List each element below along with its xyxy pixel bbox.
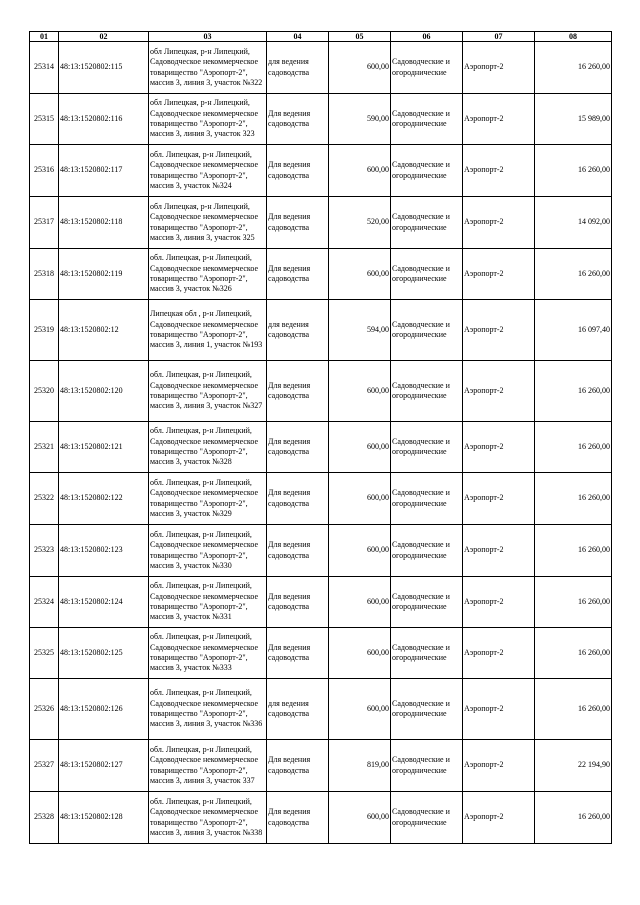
permitted-use-text: для ведения садоводства	[268, 319, 310, 339]
cadastral-value-text: 14 092,00	[578, 217, 610, 227]
cell-area	[329, 42, 391, 94]
cell-row-number	[30, 422, 59, 473]
cell-zone-name	[463, 197, 535, 249]
cell-permitted-use	[267, 300, 329, 361]
cell-cadastral-number	[59, 145, 149, 197]
address-text: обл Липецкая, р-н Липецкий, Садоводческое некоммерческое товарищество "Аэропорт-2", массив 3, линия 3, участок 323	[150, 98, 259, 139]
address-text: обл. Липецкая, р-н Липецкий, Садоводческое некоммерческое товарищество "Аэропорт-2", массив 3, линия 3, участок 337	[150, 744, 259, 785]
cadastral-value-text: 16 260,00	[578, 647, 610, 657]
cell-cadastral-number	[59, 473, 149, 525]
cell-cadastral-value	[535, 300, 612, 361]
address-text: обл. Липецкая, р-н Липецкий, Садоводческое некоммерческое товарищество "Аэропорт-2", массив 3, участок №329	[150, 477, 259, 518]
cadastral-value-text: 16 260,00	[578, 441, 610, 451]
zone-name-text: Аэропорт-2	[464, 113, 504, 123]
land-category-text: Садоводческие и огороднические	[392, 807, 450, 827]
cell-zone-name	[463, 145, 535, 197]
table-row	[30, 628, 612, 679]
cell-permitted-use	[267, 679, 329, 740]
address-text: обл. Липецкая, р-н Липецкий, Садоводческое некоммерческое товарищество "Аэропорт-2", массив 3, участок №330	[150, 529, 259, 570]
cell-row-number	[30, 197, 59, 249]
cadastral-number-text: 48:13:1520802:118	[60, 217, 123, 227]
row-number-text: 25326	[34, 703, 54, 713]
cell-area	[329, 422, 391, 473]
cell-zone-name	[463, 679, 535, 740]
table-row	[30, 792, 612, 844]
row-number-text: 25316	[34, 165, 54, 175]
area-text: 600,00	[367, 441, 389, 451]
table-row	[30, 740, 612, 792]
header-col-02: 02	[59, 32, 149, 42]
row-number-text: 25319	[34, 324, 54, 334]
cell-permitted-use	[267, 525, 329, 577]
cell-row-number	[30, 42, 59, 94]
land-category-text: Садоводческие и огороднические	[392, 488, 450, 508]
address-text: обл. Липецкая, р-н Липецкий, Садоводческое некоммерческое товарищество "Аэропорт-2", массив 3, участок №331	[150, 581, 259, 622]
cell-zone-name	[463, 792, 535, 844]
cell-cadastral-number	[59, 300, 149, 361]
cell-row-number	[30, 679, 59, 740]
table-row	[30, 42, 612, 94]
cell-area	[329, 525, 391, 577]
cell-address	[149, 525, 267, 577]
row-number-text: 25325	[34, 647, 54, 657]
cadastral-value-text: 16 260,00	[578, 596, 610, 606]
cell-cadastral-number	[59, 94, 149, 145]
row-number-text: 25324	[34, 596, 54, 606]
cell-permitted-use	[267, 473, 329, 525]
header-col-08: 08	[535, 32, 612, 42]
cell-address	[149, 361, 267, 422]
area-text: 600,00	[367, 703, 389, 713]
cell-land-category	[391, 145, 463, 197]
row-number-text: 25327	[34, 760, 54, 770]
cell-row-number	[30, 94, 59, 145]
permitted-use-text: Для ведения садоводства	[268, 263, 311, 283]
cell-cadastral-number	[59, 197, 149, 249]
row-number-text: 25315	[34, 113, 54, 123]
zone-name-text: Аэропорт-2	[464, 545, 504, 555]
cell-permitted-use	[267, 197, 329, 249]
permitted-use-text: для ведения садоводства	[268, 57, 310, 77]
cell-land-category	[391, 197, 463, 249]
permitted-use-text: Для ведения садоводства	[268, 380, 311, 400]
cell-cadastral-value	[535, 628, 612, 679]
cadastral-value-text: 16 260,00	[578, 703, 610, 713]
cell-land-category	[391, 42, 463, 94]
zone-name-text: Аэропорт-2	[464, 812, 504, 822]
cell-cadastral-number	[59, 679, 149, 740]
header-col-07: 07	[463, 32, 535, 42]
cell-cadastral-number	[59, 249, 149, 300]
table-row	[30, 577, 612, 628]
header-col-01: 01	[30, 32, 59, 42]
cell-zone-name	[463, 42, 535, 94]
permitted-use-text: Для ведения садоводства	[268, 108, 311, 128]
cadastral-value-text: 16 260,00	[578, 165, 610, 175]
permitted-use-text: Для ведения садоводства	[268, 160, 311, 180]
cell-row-number	[30, 361, 59, 422]
cell-row-number	[30, 473, 59, 525]
cell-cadastral-value	[535, 361, 612, 422]
table-row	[30, 94, 612, 145]
permitted-use-text: Для ведения садоводства	[268, 591, 311, 611]
cell-cadastral-value	[535, 792, 612, 844]
cell-zone-name	[463, 525, 535, 577]
header-col-04: 04	[267, 32, 329, 42]
cell-address	[149, 197, 267, 249]
area-text: 520,00	[367, 217, 389, 227]
permitted-use-text: Для ведения садоводства	[268, 212, 311, 232]
cell-land-category	[391, 679, 463, 740]
zone-name-text: Аэропорт-2	[464, 62, 504, 72]
cell-row-number	[30, 577, 59, 628]
cell-area	[329, 94, 391, 145]
cell-cadastral-value	[535, 740, 612, 792]
cadastral-number-text: 48:13:1520802:122	[60, 493, 123, 503]
cell-area	[329, 740, 391, 792]
cell-land-category	[391, 577, 463, 628]
area-text: 600,00	[367, 385, 389, 395]
cadastral-value-text: 22 194,90	[578, 760, 610, 770]
cell-permitted-use	[267, 145, 329, 197]
cadastral-value-text: 16 260,00	[578, 268, 610, 278]
address-text: обл. Липецкая, р-н Липецкий, Садоводческое некоммерческое товарищество "Аэропорт-2", массив 3, участок №328	[150, 426, 259, 467]
header-col-05: 05	[329, 32, 391, 42]
header-col-03: 03	[149, 32, 267, 42]
cell-zone-name	[463, 300, 535, 361]
land-category-text: Садоводческие и огороднические	[392, 591, 450, 611]
cell-land-category	[391, 249, 463, 300]
address-text: обл. Липецкая, р-н Липецкий, Садоводческое некоммерческое товарищество "Аэропорт-2", массив 3, участок №324	[150, 149, 259, 190]
cell-cadastral-value	[535, 577, 612, 628]
land-category-text: Садоводческие и огороднические	[392, 108, 450, 128]
land-category-text: Садоводческие и огороднические	[392, 642, 450, 662]
cell-land-category	[391, 792, 463, 844]
cell-cadastral-number	[59, 792, 149, 844]
land-category-text: Садоводческие и огороднические	[392, 212, 450, 232]
cell-permitted-use	[267, 42, 329, 94]
area-text: 600,00	[367, 812, 389, 822]
address-text: обл. Липецкая, р-н Липецкий, Садоводческое некоммерческое товарищество "Аэропорт-2", массив 3, линия 3, участок №338	[150, 796, 263, 837]
cell-area	[329, 145, 391, 197]
cadastral-number-text: 48:13:1520802:115	[60, 62, 123, 72]
cell-row-number	[30, 145, 59, 197]
cell-land-category	[391, 740, 463, 792]
permitted-use-text: Для ведения садоводства	[268, 642, 311, 662]
cell-zone-name	[463, 628, 535, 679]
area-text: 600,00	[367, 545, 389, 555]
table-row	[30, 525, 612, 577]
cell-area	[329, 628, 391, 679]
cell-area	[329, 577, 391, 628]
cell-address	[149, 300, 267, 361]
row-number-text: 25314	[34, 62, 54, 72]
land-category-text: Садоводческие и огороднические	[392, 263, 450, 283]
cadastral-number-text: 48:13:1520802:116	[60, 113, 123, 123]
permitted-use-text: для ведения садоводства	[268, 698, 310, 718]
permitted-use-text: Для ведения садоводства	[268, 488, 311, 508]
cell-area	[329, 679, 391, 740]
cell-permitted-use	[267, 249, 329, 300]
cell-zone-name	[463, 422, 535, 473]
zone-name-text: Аэропорт-2	[464, 165, 504, 175]
zone-name-text: Аэропорт-2	[464, 385, 504, 395]
area-text: 600,00	[367, 596, 389, 606]
area-text: 819,00	[367, 760, 389, 770]
cell-land-category	[391, 94, 463, 145]
row-number-text: 25328	[34, 812, 54, 822]
permitted-use-text: Для ведения садоводства	[268, 807, 311, 827]
cell-cadastral-number	[59, 628, 149, 679]
cell-permitted-use	[267, 628, 329, 679]
cell-cadastral-value	[535, 249, 612, 300]
cadastral-number-text: 48:13:1520802:125	[60, 647, 123, 657]
cell-cadastral-value	[535, 197, 612, 249]
cell-cadastral-number	[59, 422, 149, 473]
cell-cadastral-value	[535, 145, 612, 197]
address-text: Липецкая обл , р-н Липецкий, Садоводческое некоммерческое товарищество "Аэропорт-2", массив 3, линия 1, участок №193	[150, 309, 263, 350]
row-number-text: 25322	[34, 493, 54, 503]
zone-name-text: Аэропорт-2	[464, 217, 504, 227]
cell-row-number	[30, 525, 59, 577]
zone-name-text: Аэропорт-2	[464, 647, 504, 657]
cell-area	[329, 249, 391, 300]
address-text: обл. Липецкая, р-н Липецкий, Садоводческое некоммерческое товарищество "Аэропорт-2", массив 3, линия 3, участок №327	[150, 370, 263, 411]
land-category-text: Садоводческие и огороднические	[392, 540, 450, 560]
cell-land-category	[391, 628, 463, 679]
cell-cadastral-value	[535, 42, 612, 94]
cell-row-number	[30, 628, 59, 679]
cell-address	[149, 577, 267, 628]
table-row	[30, 197, 612, 249]
row-number-text: 25320	[34, 385, 54, 395]
area-text: 594,00	[367, 324, 389, 334]
cadastral-number-text: 48:13:1520802:123	[60, 545, 123, 555]
cadastral-number-text: 48:13:1520802:117	[60, 165, 123, 175]
table-row	[30, 473, 612, 525]
zone-name-text: Аэропорт-2	[464, 703, 504, 713]
cadastral-number-text: 48:13:1520802:121	[60, 441, 123, 451]
table-row	[30, 300, 612, 361]
cell-row-number	[30, 249, 59, 300]
cadastral-value-table	[29, 31, 612, 844]
area-text: 600,00	[367, 62, 389, 72]
permitted-use-text: Для ведения садоводства	[268, 540, 311, 560]
cell-land-category	[391, 422, 463, 473]
land-category-text: Садоводческие и огороднические	[392, 436, 450, 456]
permitted-use-text: Для ведения садоводства	[268, 436, 311, 456]
cell-cadastral-number	[59, 42, 149, 94]
address-text: обл. Липецкая, р-н Липецкий, Садоводческое некоммерческое товарищество "Аэропорт-2", массив 3, участок №326	[150, 253, 259, 294]
row-number-text: 25323	[34, 545, 54, 555]
cell-permitted-use	[267, 577, 329, 628]
land-category-text: Садоводческие и огороднические	[392, 755, 450, 775]
cell-permitted-use	[267, 361, 329, 422]
land-category-text: Садоводческие и огороднические	[392, 57, 450, 77]
zone-name-text: Аэропорт-2	[464, 596, 504, 606]
land-category-text: Садоводческие и огороднические	[392, 160, 450, 180]
permitted-use-text: Для ведения садоводства	[268, 755, 311, 775]
cadastral-value-text: 16 260,00	[578, 545, 610, 555]
cell-row-number	[30, 300, 59, 361]
cell-cadastral-value	[535, 473, 612, 525]
row-number-text: 25318	[34, 268, 54, 278]
cell-zone-name	[463, 249, 535, 300]
cadastral-number-text: 48:13:1520802:127	[60, 760, 123, 770]
cadastral-value-text: 15 989,00	[578, 113, 610, 123]
cell-address	[149, 94, 267, 145]
area-text: 600,00	[367, 165, 389, 175]
cell-cadastral-number	[59, 525, 149, 577]
cell-address	[149, 422, 267, 473]
cadastral-value-text: 16 097,40	[578, 324, 610, 334]
cell-address	[149, 679, 267, 740]
cadastral-number-text: 48:13:1520802:128	[60, 812, 123, 822]
land-category-text: Садоводческие и огороднические	[392, 380, 450, 400]
cell-land-category	[391, 361, 463, 422]
cell-cadastral-value	[535, 422, 612, 473]
row-number-text: 25317	[34, 217, 54, 227]
header-row	[30, 32, 612, 42]
address-text: обл. Липецкая, р-н Липецкий, Садоводческое некоммерческое товарищество "Аэропорт-2", массив 3, линия 3, участок №336	[150, 688, 263, 729]
cadastral-value-text: 16 260,00	[578, 385, 610, 395]
cadastral-number-text: 48:13:1520802:126	[60, 703, 123, 713]
cell-land-category	[391, 473, 463, 525]
cadastral-value-text: 16 260,00	[578, 493, 610, 503]
cell-permitted-use	[267, 422, 329, 473]
zone-name-text: Аэропорт-2	[464, 324, 504, 334]
row-number-text: 25321	[34, 441, 54, 451]
zone-name-text: Аэропорт-2	[464, 441, 504, 451]
table-row	[30, 422, 612, 473]
area-text: 590,00	[367, 113, 389, 123]
cadastral-number-text: 48:13:1520802:12	[60, 324, 119, 334]
land-category-text: Садоводческие и огороднические	[392, 698, 450, 718]
cell-area	[329, 197, 391, 249]
table-row	[30, 145, 612, 197]
cell-cadastral-number	[59, 361, 149, 422]
cell-cadastral-value	[535, 679, 612, 740]
cell-cadastral-value	[535, 525, 612, 577]
cell-address	[149, 42, 267, 94]
cell-cadastral-number	[59, 577, 149, 628]
cell-zone-name	[463, 94, 535, 145]
cadastral-value-text: 16 260,00	[578, 812, 610, 822]
area-text: 600,00	[367, 493, 389, 503]
address-text: обл Липецкая, р-н Липецкий, Садоводческое некоммерческое товарищество "Аэропорт-2", массив 3, линия 3, участок 325	[150, 201, 259, 242]
cadastral-number-text: 48:13:1520802:119	[60, 268, 123, 278]
zone-name-text: Аэропорт-2	[464, 760, 504, 770]
cell-cadastral-value	[535, 94, 612, 145]
area-text: 600,00	[367, 268, 389, 278]
cell-land-category	[391, 300, 463, 361]
zone-name-text: Аэропорт-2	[464, 268, 504, 278]
cell-zone-name	[463, 361, 535, 422]
cell-address	[149, 740, 267, 792]
cell-land-category	[391, 525, 463, 577]
cell-address	[149, 473, 267, 525]
cell-zone-name	[463, 740, 535, 792]
table-row	[30, 679, 612, 740]
cell-area	[329, 361, 391, 422]
cell-address	[149, 249, 267, 300]
cell-address	[149, 792, 267, 844]
zone-name-text: Аэропорт-2	[464, 493, 504, 503]
cell-address	[149, 145, 267, 197]
cell-zone-name	[463, 473, 535, 525]
cell-address	[149, 628, 267, 679]
cadastral-number-text: 48:13:1520802:120	[60, 385, 123, 395]
cell-permitted-use	[267, 94, 329, 145]
table-row	[30, 361, 612, 422]
cell-permitted-use	[267, 740, 329, 792]
address-text: обл. Липецкая, р-н Липецкий, Садоводческое некоммерческое товарищество "Аэропорт-2", массив 3, участок №333	[150, 632, 259, 673]
cell-row-number	[30, 792, 59, 844]
area-text: 600,00	[367, 647, 389, 657]
cell-area	[329, 300, 391, 361]
cell-row-number	[30, 740, 59, 792]
header-col-06: 06	[391, 32, 463, 42]
address-text: обл Липецкая, р-н Липецкий, Садоводческое некоммерческое товарищество "Аэропорт-2", массив 3, линия 3, участок №322	[150, 46, 263, 87]
land-category-text: Садоводческие и огороднические	[392, 319, 450, 339]
cell-zone-name	[463, 577, 535, 628]
cadastral-value-text: 16 260,00	[578, 62, 610, 72]
cell-cadastral-number	[59, 740, 149, 792]
cell-area	[329, 473, 391, 525]
cadastral-number-text: 48:13:1520802:124	[60, 596, 123, 606]
cell-permitted-use	[267, 792, 329, 844]
table-row	[30, 249, 612, 300]
cell-area	[329, 792, 391, 844]
